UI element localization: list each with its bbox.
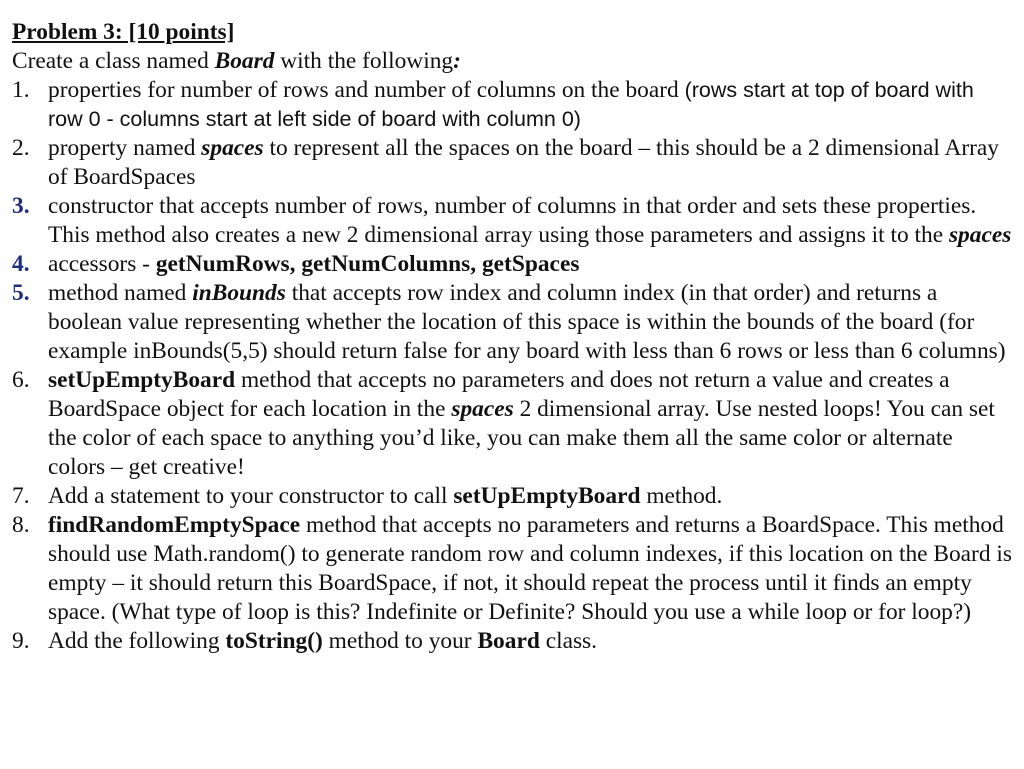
item-text: method that accepts no parameters and returns a BoardSpace. This method should use Math.random() to generate random row and column indexes, if this location on the Board is empty – it should return this BoardSpace, if not, it should repeat the process until it finds an empty space. (What type of loop is this? Indefinite or Definite? Should you use a while loop or for loop?) — [48, 512, 1012, 625]
item-bold: setUpEmptyBoard — [453, 483, 641, 509]
item-number: 6. — [12, 367, 30, 393]
item-number: 8. — [12, 512, 30, 538]
item-number: 2. — [12, 135, 30, 161]
item-number: 7. — [12, 483, 30, 509]
item-text: property named — [48, 135, 202, 161]
intro-colon: : — [453, 48, 461, 74]
item-emphasis: spaces — [201, 135, 264, 161]
list-item-9 — [12, 627, 1012, 656]
list-item-1 — [12, 76, 1012, 134]
intro-class-name: Board — [214, 48, 275, 74]
requirements-list — [12, 76, 1012, 656]
item-bold: setUpEmptyBoard — [48, 367, 236, 393]
item-number: 3. — [12, 193, 30, 219]
item-bold: findRandomEmptySpace — [48, 512, 301, 538]
item-bold: toString() — [225, 628, 323, 654]
item-text: accessors - — [48, 251, 156, 277]
item-text-after: to represent all the spaces on the board – this should be a 2 dimensional Array of BoardSpaces — [48, 135, 999, 190]
list-item-7 — [12, 482, 1012, 511]
item-text-after: 2 dimensional array. Use nested loops! You can set the color of each space to anything you’d like, you can make them all the same color or alternate colors – get creative! — [48, 396, 995, 480]
item-text: constructor that accepts number of rows, number of columns in that order and sets these properties. This method also creates a new 2 dimensional array using those parameters and assigns it to the — [48, 193, 977, 248]
item-text-after: method. — [640, 483, 723, 509]
item-bold-class: Board — [477, 628, 540, 654]
item-text-end: class. — [539, 628, 598, 654]
item-number: 9. — [12, 628, 30, 654]
problem-heading: Problem 3: [10 points] — [12, 19, 235, 45]
item-emphasis: spaces — [948, 222, 1012, 248]
list-item-8 — [12, 511, 1012, 627]
list-item-4 — [12, 250, 1012, 279]
list-item-6 — [12, 366, 1012, 482]
item-text: method that accepts no parameters and does not return a value and creates a BoardSpace object for each location in the — [48, 367, 950, 422]
item-number: 1. — [12, 77, 30, 103]
item-text: Add the following — [48, 628, 226, 654]
intro-text: Create a class named — [12, 48, 215, 74]
item-text: method named — [48, 280, 193, 306]
item-emphasis: spaces — [451, 396, 514, 422]
problem-intro — [12, 47, 1012, 76]
intro-text-after: with the following — [274, 48, 454, 74]
item-number: 5. — [12, 280, 30, 306]
item-text: properties for number of rows and number of columns on the board — [48, 77, 685, 103]
item-emphasis: inBounds — [192, 280, 286, 306]
list-item-3 — [12, 192, 1012, 250]
list-item-2 — [12, 134, 1012, 192]
item-text-after: that accepts row index and column index (in that order) and returns a boolean value representing whether the location of this space is within the bounds of the board (for example inBounds(5,5) should return false for any board with less than 6 rows or less than 6 columns) — [48, 280, 1006, 364]
item-text-note: (rows start at top of board with row 0 - columns start at left side of board with column 0) — [48, 78, 974, 131]
item-text: Add a statement to your constructor to call — [48, 483, 454, 509]
item-bold: getNumRows, getNumColumns, getSpaces — [155, 251, 580, 277]
item-text-after: method to your — [322, 628, 478, 654]
item-number: 4. — [12, 251, 30, 277]
list-item-5 — [12, 279, 1012, 366]
